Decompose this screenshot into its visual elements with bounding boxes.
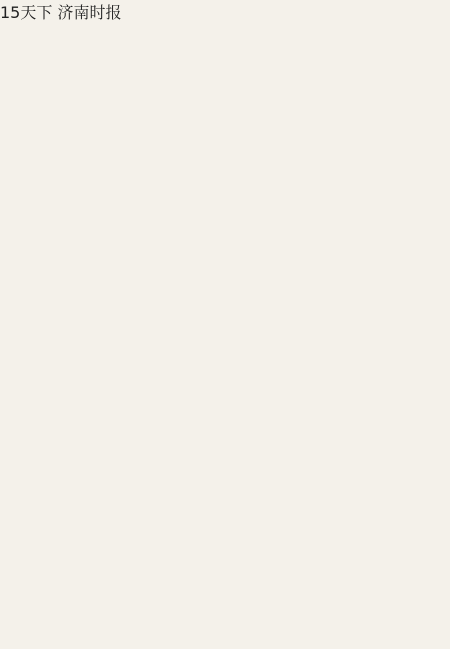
masthead (0, 0, 450, 36)
brand: 济南时报 (57, 3, 122, 22)
page-number: 15天下 (0, 3, 53, 22)
